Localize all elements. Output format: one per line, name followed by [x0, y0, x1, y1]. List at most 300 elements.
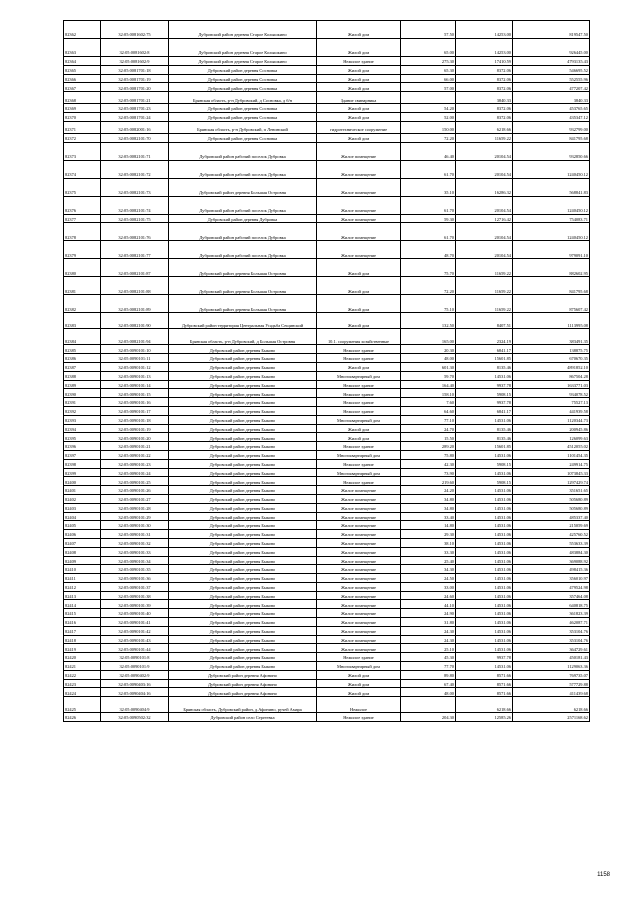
address-cell: Дубровский район деревня Быково: [169, 450, 317, 459]
cadastral-value-cell: 4793135.43: [513, 57, 590, 66]
row-index-cell: 82426: [64, 713, 101, 722]
area-cell: 204.30: [401, 713, 456, 722]
unit-price-cell: 14531.06: [456, 486, 513, 495]
address-cell: Дубровский район деревня Быково: [169, 530, 317, 539]
unit-price-cell: 14531.06: [456, 415, 513, 424]
object-type-cell: Жилой дом: [317, 679, 401, 688]
table-row: [64, 512, 590, 521]
table-row: [64, 433, 590, 442]
cadastral-number-cell: 32:05:0090404:16: [101, 688, 169, 697]
address-cell: Дубровский район рабочий поселок Дубровка: [169, 196, 317, 214]
address-cell: Брянская область, р-н Дубровский, п Ленинский: [169, 121, 317, 133]
row-index-cell: 82401: [64, 486, 101, 495]
object-type-cell: Нежилое здание: [317, 57, 401, 66]
cadastral-number-cell: 32:05:0090101:37: [101, 582, 169, 591]
unit-price-cell: 15601.85: [456, 442, 513, 451]
row-index-cell: 82365: [64, 65, 101, 74]
cadastral-value-cell: 926445.00: [513, 39, 590, 57]
cadastral-number-cell: 32:05:0082101:89: [101, 295, 169, 313]
cadastral-number-cell: 32:05:0081701:21: [101, 92, 169, 104]
unit-price-cell: 16286.32: [456, 178, 513, 196]
cadastral-number-cell: 32:05:0082101:73: [101, 178, 169, 196]
unit-price-cell: 14531.06: [456, 574, 513, 583]
cadastral-value-cell: 568841.83: [513, 178, 590, 196]
area-cell: 61.70: [401, 160, 456, 178]
table-row: [64, 74, 590, 83]
unit-price-cell: 14253.00: [456, 21, 513, 39]
address-cell: Дубровский район деревня Сосновка: [169, 104, 317, 113]
address-cell: Дубровский район деревня Старое Колышкино: [169, 57, 317, 66]
unit-price-cell: 11659.22: [456, 133, 513, 142]
row-index-cell: 82374: [64, 160, 101, 178]
area-cell: 33.30: [401, 547, 456, 556]
cadastral-value-cell: 552555.96: [513, 74, 590, 83]
cadastral-value-cell: 450181.43: [513, 653, 590, 662]
object-type-cell: Жилой дом: [317, 688, 401, 697]
address-cell: Дубровский район деревня Быково: [169, 556, 317, 565]
area-cell: 59.30: [401, 214, 456, 223]
cadastral-number-cell: 32:05:0090101:38: [101, 591, 169, 600]
object-type-cell: Нежилое здание: [317, 477, 401, 486]
area-cell: 164.40: [401, 380, 456, 389]
address-cell: Дубровский район деревня Быково: [169, 442, 317, 451]
cadastral-value-cell: 979091.10: [513, 241, 590, 259]
cadastral-number-cell: 32:05:0090101:14: [101, 380, 169, 389]
address-cell: Дубровский район деревня Афонино: [169, 688, 317, 697]
object-type-cell: Нежилое здание: [317, 398, 401, 407]
unit-price-cell: 8571.66: [456, 688, 513, 697]
cadastral-number-cell: 32:05:0090101:17: [101, 406, 169, 415]
address-cell: Дубровский район деревня Быково: [169, 354, 317, 363]
cadastral-value-cell: 361823.39: [513, 609, 590, 618]
address-cell: Дубровский район деревня Большая Островня: [169, 277, 317, 295]
cadastral-number-cell: 32:05:0090101:12: [101, 362, 169, 371]
address-cell: Дубровский район рабочий поселок Дубровка: [169, 160, 317, 178]
object-type-cell: Нежилое здание: [317, 354, 401, 363]
address-cell: Дубровский район территория Центральная Усадьба Сещинский: [169, 313, 317, 329]
area-cell: 65.30: [401, 65, 456, 74]
unit-price-cell: 14531.06: [456, 538, 513, 547]
cadastral-number-cell: 32:05:0090101:25: [101, 477, 169, 486]
table-row: [64, 600, 590, 609]
cadastral-number-cell: 32:05:0082101:75: [101, 214, 169, 223]
unit-price-cell: 6841.17: [456, 345, 513, 354]
row-index-cell: 82417: [64, 626, 101, 635]
cadastral-number-cell: 32:05:0090101:34: [101, 556, 169, 565]
cadastral-value-cell: 505680.89: [513, 494, 590, 503]
address-cell: Дубровский район деревня Быково: [169, 600, 317, 609]
row-index-cell: 82394: [64, 424, 101, 433]
area-cell: 34.80: [401, 494, 456, 503]
table-row: [64, 241, 590, 259]
unit-price-cell: 14531.06: [456, 618, 513, 627]
cadastral-number-cell: 32:05:0090101:22: [101, 450, 169, 459]
address-cell: Брянская область, р-н Дубровский, д Большая Островня: [169, 329, 317, 345]
area-cell: 59.70: [401, 371, 456, 380]
table-row: [64, 521, 590, 530]
cadastral-value-cell: 841795.68: [513, 133, 590, 142]
property-table: [63, 20, 590, 722]
cadastral-value-cell: 841795.68: [513, 277, 590, 295]
address-cell: Дубровский район деревня Быково: [169, 433, 317, 442]
row-index-cell: 82404: [64, 512, 101, 521]
area-cell: 132.50: [401, 313, 456, 329]
area-cell: 75.80: [401, 450, 456, 459]
row-index-cell: 82363: [64, 39, 101, 57]
cadastral-value-cell: 754083.71: [513, 214, 590, 223]
cadastral-value-cell: 1240450.12: [513, 160, 590, 178]
area-cell: 61.70: [401, 196, 456, 214]
unit-price-cell: 14531.06: [456, 609, 513, 618]
object-type-cell: Жилой дом: [317, 670, 401, 679]
object-type-cell: Нежилое здание: [317, 345, 401, 354]
area-cell: 67.40: [401, 679, 456, 688]
cadastral-number-cell: 32:05:0081602:75: [101, 21, 169, 39]
cadastral-value-cell: 498415.36: [513, 565, 590, 574]
area-cell: 24.60: [401, 591, 456, 600]
area-cell: 57.50: [401, 21, 456, 39]
cadastral-value-cell: 75527.13: [513, 398, 590, 407]
unit-price-cell: 8372.06: [456, 83, 513, 92]
object-type-cell: Жилое помещение: [317, 547, 401, 556]
row-index-cell: 82412: [64, 582, 101, 591]
row-index-cell: 82382: [64, 295, 101, 313]
object-type-cell: гидротехническое сооружение: [317, 121, 401, 133]
cadastral-number-cell: 32:05:0090101:11: [101, 354, 169, 363]
unit-price-cell: 14531.06: [456, 494, 513, 503]
row-index-cell: 82416: [64, 618, 101, 627]
object-type-cell: Жилой дом: [317, 433, 401, 442]
cadastral-value-cell: 4512055.02: [513, 442, 590, 451]
table-row: [64, 83, 590, 92]
area-cell: 64.60: [401, 406, 456, 415]
address-cell: Дубровский район деревня Быково: [169, 486, 317, 495]
area-cell: 601.30: [401, 362, 456, 371]
cadastral-value-cell: 3840.33: [513, 92, 590, 104]
cadastral-number-cell: 32:05:0081701:24: [101, 112, 169, 121]
table-row: [64, 582, 590, 591]
cadastral-value-cell: 1240450.12: [513, 196, 590, 214]
address-cell: Дубровский район деревня Быково: [169, 618, 317, 627]
object-type-cell: Многоквартирный дом: [317, 450, 401, 459]
row-index-cell: 82410: [64, 565, 101, 574]
area-cell: 48.00: [401, 354, 456, 363]
area-cell: 73.90: [401, 468, 456, 477]
cadastral-number-cell: 32:05:0090101:18: [101, 415, 169, 424]
row-index-cell: 82407: [64, 538, 101, 547]
unit-price-cell: 8407.51: [456, 313, 513, 329]
area-cell: 38.10: [401, 538, 456, 547]
cadastral-value-cell: 1240450.12: [513, 223, 590, 241]
address-cell: Дубровский район деревня Быково: [169, 582, 317, 591]
object-type-cell: Нежилое: [317, 697, 401, 713]
unit-price-cell: 2324.19: [456, 329, 513, 345]
unit-price-cell: 15601.85: [456, 354, 513, 363]
cadastral-value-cell: 477207.42: [513, 83, 590, 92]
object-type-cell: Многоквартирный дом: [317, 371, 401, 380]
table-row: [64, 503, 590, 512]
table-row: [64, 104, 590, 113]
table-row: [64, 121, 590, 133]
cadastral-number-cell: 32:05:0090101:23: [101, 459, 169, 468]
address-cell: Дубровский район деревня Быково: [169, 398, 317, 407]
cadastral-number-cell: 32:05:0090101:36: [101, 574, 169, 583]
cadastral-number-cell: 32:05:0090403:16: [101, 679, 169, 688]
object-type-cell: Нежилое здание: [317, 713, 401, 722]
table-row: [64, 277, 590, 295]
address-cell: Дубровский район деревня Быково: [169, 635, 317, 644]
unit-price-cell: 11659.22: [456, 259, 513, 277]
cadastral-number-cell: 32:05:0090101:27: [101, 494, 169, 503]
address-cell: Дубровский район деревня Быково: [169, 626, 317, 635]
area-cell: 61.70: [401, 223, 456, 241]
unit-price-cell: 14531.06: [456, 591, 513, 600]
area-cell: 15.50: [401, 433, 456, 442]
unit-price-cell: 8571.66: [456, 670, 513, 679]
unit-price-cell: 14531.06: [456, 503, 513, 512]
cadastral-value-cell: 4891852.10: [513, 362, 590, 371]
object-type-cell: Жилой дом: [317, 39, 401, 57]
area-cell: 165.00: [401, 329, 456, 345]
address-cell: Дубровский район деревня Быково: [169, 512, 317, 521]
address-cell: Дубровский район деревня Быково: [169, 644, 317, 653]
address-cell: Дубровский район деревня Сосновка: [169, 83, 317, 92]
row-index-cell: 82384: [64, 329, 101, 345]
cadastral-number-cell: 32:05:0090101:8: [101, 653, 169, 662]
unit-price-cell: 14531.06: [456, 635, 513, 644]
table-row: [64, 547, 590, 556]
table-row: [64, 494, 590, 503]
address-cell: Дубровский район деревня Сосновка: [169, 133, 317, 142]
area-cell: 35.10: [401, 178, 456, 196]
cadastral-number-cell: 32:05:0090101:15: [101, 389, 169, 398]
area-cell: 66.00: [401, 74, 456, 83]
cadastral-number-cell: 32:05:0090101:39: [101, 600, 169, 609]
area-cell: 31.80: [401, 618, 456, 627]
cadastral-number-cell: 32:05:0090101:24: [101, 468, 169, 477]
cadastral-number-cell: 32:05:0090101:29: [101, 512, 169, 521]
unit-price-cell: 5908.15: [456, 459, 513, 468]
table-row: [64, 406, 590, 415]
area-cell: 77.70: [401, 662, 456, 671]
cadastral-value-cell: 932799.00: [513, 121, 590, 133]
address-cell: Дубровский район деревня Афонино: [169, 670, 317, 679]
unit-price-cell: 9937.78: [456, 398, 513, 407]
cadastral-value-cell: 1633771.03: [513, 380, 590, 389]
row-index-cell: 82399: [64, 468, 101, 477]
row-index-cell: 82381: [64, 277, 101, 295]
row-index-cell: 82388: [64, 371, 101, 380]
address-cell: Дубровский район деревня Афонино: [169, 679, 317, 688]
row-index-cell: 82393: [64, 415, 101, 424]
cadastral-value-cell: 485337.40: [513, 512, 590, 521]
cadastral-number-cell: 32:05:0082001:16: [101, 121, 169, 133]
cadastral-number-cell: 32:05:0090101:42: [101, 626, 169, 635]
table-row: [64, 196, 590, 214]
address-cell: Дубровский район деревня Быково: [169, 591, 317, 600]
area-cell: 48.00: [401, 688, 456, 697]
cadastral-number-cell: 32:05:0081701:23: [101, 104, 169, 113]
page-number: 1158: [597, 872, 610, 878]
cadastral-value-cell: 462087.71: [513, 618, 590, 627]
table-row: [64, 371, 590, 380]
row-index-cell: 82371: [64, 121, 101, 133]
address-cell: Дубровский район деревня Быково: [169, 406, 317, 415]
object-type-cell: Жилое помещение: [317, 196, 401, 214]
area-cell: 219.60: [401, 477, 456, 486]
area-cell: 20.30: [401, 345, 456, 354]
cadastral-number-cell: 32:05:0082101:94: [101, 329, 169, 345]
unit-price-cell: 14531.06: [456, 512, 513, 521]
row-index-cell: 82386: [64, 354, 101, 363]
cadastral-number-cell: 32:05:0082101:70: [101, 133, 169, 142]
row-index-cell: 82415: [64, 609, 101, 618]
row-index-cell: 82403: [64, 503, 101, 512]
area-cell: 33.40: [401, 512, 456, 521]
address-cell: Дубровский район деревня Быково: [169, 521, 317, 530]
cadastral-value-cell: 670670.35: [513, 354, 590, 363]
cadastral-value-cell: 138875.75: [513, 345, 590, 354]
cadastral-number-cell: 32:05:0081701:20: [101, 83, 169, 92]
cadastral-value-cell: 453765.65: [513, 104, 590, 113]
object-type-cell: Жилое помещение: [317, 635, 401, 644]
table-row: [64, 398, 590, 407]
cadastral-number-cell: 32:05:0090101:33: [101, 547, 169, 556]
object-type-cell: Жилой дом: [317, 21, 401, 39]
cadastral-number-cell: 32:05:0082101:88: [101, 277, 169, 295]
cadastral-value-cell: 2571168.62: [513, 713, 590, 722]
table-row: [64, 459, 590, 468]
cadastral-number-cell: 32:05:0090404:9: [101, 697, 169, 713]
area-cell: 44.10: [401, 600, 456, 609]
cadastral-value-cell: 411439.68: [513, 688, 590, 697]
cadastral-number-cell: 32:05:0082101:74: [101, 196, 169, 214]
row-index-cell: 82408: [64, 547, 101, 556]
area-cell: 25.40: [401, 556, 456, 565]
cadastral-number-cell: 32:05:0082101:90: [101, 313, 169, 329]
unit-price-cell: 8135.46: [456, 424, 513, 433]
cadastral-number-cell: 32:05:0090101:13: [101, 371, 169, 380]
row-index-cell: 82425: [64, 697, 101, 713]
row-index-cell: 82385: [64, 345, 101, 354]
table-row: [64, 92, 590, 104]
unit-price-cell: 8372.06: [456, 104, 513, 113]
address-cell: Дубровский район деревня Большая Островня: [169, 178, 317, 196]
table-row: [64, 424, 590, 433]
table-row: [64, 477, 590, 486]
object-type-cell: Жилое помещение: [317, 214, 401, 223]
table-row: [64, 644, 590, 653]
area-cell: 7.60: [401, 398, 456, 407]
row-index-cell: 82368: [64, 92, 101, 104]
area-cell: 29.30: [401, 530, 456, 539]
row-index-cell: 82389: [64, 380, 101, 389]
row-index-cell: 82402: [64, 494, 101, 503]
object-type-cell: Жилое помещение: [317, 178, 401, 196]
object-type-cell: Жилое помещение: [317, 582, 401, 591]
row-index-cell: 82400: [64, 477, 101, 486]
row-index-cell: 82377: [64, 214, 101, 223]
row-index-cell: 82421: [64, 662, 101, 671]
address-cell: Дубровский район деревня Быково: [169, 538, 317, 547]
row-index-cell: 82375: [64, 178, 101, 196]
cadastral-number-cell: 32:05:0090101:30: [101, 521, 169, 530]
table-row: [64, 389, 590, 398]
row-index-cell: 82397: [64, 450, 101, 459]
cadastral-value-cell: 875607.42: [513, 295, 590, 313]
area-cell: 24.50: [401, 574, 456, 583]
row-index-cell: 82411: [64, 574, 101, 583]
table-row: [64, 538, 590, 547]
row-index-cell: 82392: [64, 406, 101, 415]
row-index-cell: 82367: [64, 83, 101, 92]
row-index-cell: 82387: [64, 362, 101, 371]
cadastral-number-cell: 32:05:0081602:9: [101, 57, 169, 66]
cadastral-number-cell: 32:05:0082101:77: [101, 241, 169, 259]
cadastral-number-cell: 32:05:0081602:8: [101, 39, 169, 57]
address-cell: Брянская область, р-н Дубровский, д Сосновка, д б/н: [169, 92, 317, 104]
row-index-cell: 82366: [64, 74, 101, 83]
table-row: [64, 313, 590, 329]
cadastral-number-cell: 32:05:0090101:32: [101, 538, 169, 547]
address-cell: Дубровский район рабочий поселок Дубровка: [169, 241, 317, 259]
object-type-cell: Здание свинарника: [317, 92, 401, 104]
cadastral-value-cell: 357464.08: [513, 591, 590, 600]
address-cell: Дубровский район деревня Сосновка: [169, 74, 317, 83]
area-cell: 57.00: [401, 83, 456, 92]
object-type-cell: Жилое помещение: [317, 538, 401, 547]
cadastral-value-cell: 505680.89: [513, 503, 590, 512]
table-row: [64, 556, 590, 565]
row-index-cell: 82413: [64, 591, 101, 600]
unit-price-cell: 14531.06: [456, 644, 513, 653]
row-index-cell: 82379: [64, 241, 101, 259]
object-type-cell: Жилое помещение: [317, 574, 401, 583]
object-type-cell: Жилое помещение: [317, 223, 401, 241]
object-type-cell: Жилое помещение: [317, 521, 401, 530]
unit-price-cell: 14531.06: [456, 530, 513, 539]
object-type-cell: Жилой дом: [317, 83, 401, 92]
cadastral-value-cell: 441939.58: [513, 406, 590, 415]
address-cell: Дубровский район деревня Быково: [169, 609, 317, 618]
object-type-cell: Жилое помещение: [317, 626, 401, 635]
table-row: [64, 65, 590, 74]
object-type-cell: Жилое помещение: [317, 530, 401, 539]
area-cell: 289.20: [401, 442, 456, 451]
address-cell: Дубровский район деревня Быково: [169, 424, 317, 433]
area-cell: 77.10: [401, 415, 456, 424]
cadastral-value-cell: 1101454.35: [513, 450, 590, 459]
area-cell: 14.80: [401, 521, 456, 530]
address-cell: Дубровский район деревня Быково: [169, 459, 317, 468]
object-type-cell: Жилой дом: [317, 133, 401, 142]
cadastral-value-cell: 553633.39: [513, 538, 590, 547]
cadastral-number-cell: 32:05:0090101:31: [101, 530, 169, 539]
object-type-cell: Нежилое здание: [317, 442, 401, 451]
table-row: [64, 21, 590, 39]
area-cell: 24.90: [401, 609, 456, 618]
area-cell: 150.00: [401, 121, 456, 133]
cadastral-value-cell: 425760.52: [513, 530, 590, 539]
object-type-cell: Жилое помещение: [317, 160, 401, 178]
unit-price-cell: 14253.00: [456, 39, 513, 57]
address-cell: Дубровский район деревня Быково: [169, 380, 317, 389]
area-cell: 24.30: [401, 626, 456, 635]
cadastral-number-cell: 32:05:0090101:16: [101, 398, 169, 407]
table-row: [64, 530, 590, 539]
area-cell: 72.20: [401, 277, 456, 295]
cadastral-value-cell: 351651.65: [513, 486, 590, 495]
